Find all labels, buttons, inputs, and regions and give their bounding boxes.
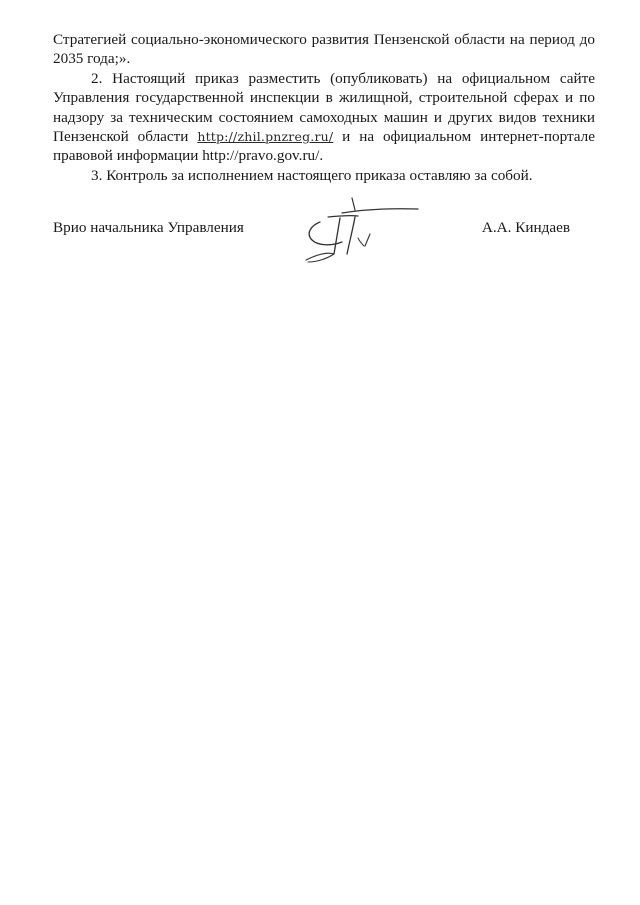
document-body	[53, 30, 595, 185]
signature-icon	[298, 196, 428, 268]
paragraph-2	[53, 69, 595, 166]
paragraph-2-start: 2. Настоящий приказ разместить (опубликовать) на официальном сайте Управления государственной инспекции в жилищной, строительной сферах и по надзору за техническим состоянием самоходных машин и других видов техники Пензенской области	[53, 69, 595, 146]
paragraph-1-tail: Стратегией социально-экономического развития Пензенской области на период до 2035 года;».	[53, 31, 595, 68]
position-title: Врио начальника Управления	[53, 219, 244, 236]
signer-name: А.А. Киндаев	[481, 219, 570, 236]
paragraph-3: 3. Контроль за исполнением настоящего приказа оставляю за собой.	[91, 166, 533, 184]
site-link[interactable]: http://zhil.pnzreg.ru/	[197, 129, 334, 145]
paragraph-2-end: и на официальном интернет-портале правовой информации http://pravo.gov.ru/.	[53, 128, 595, 165]
